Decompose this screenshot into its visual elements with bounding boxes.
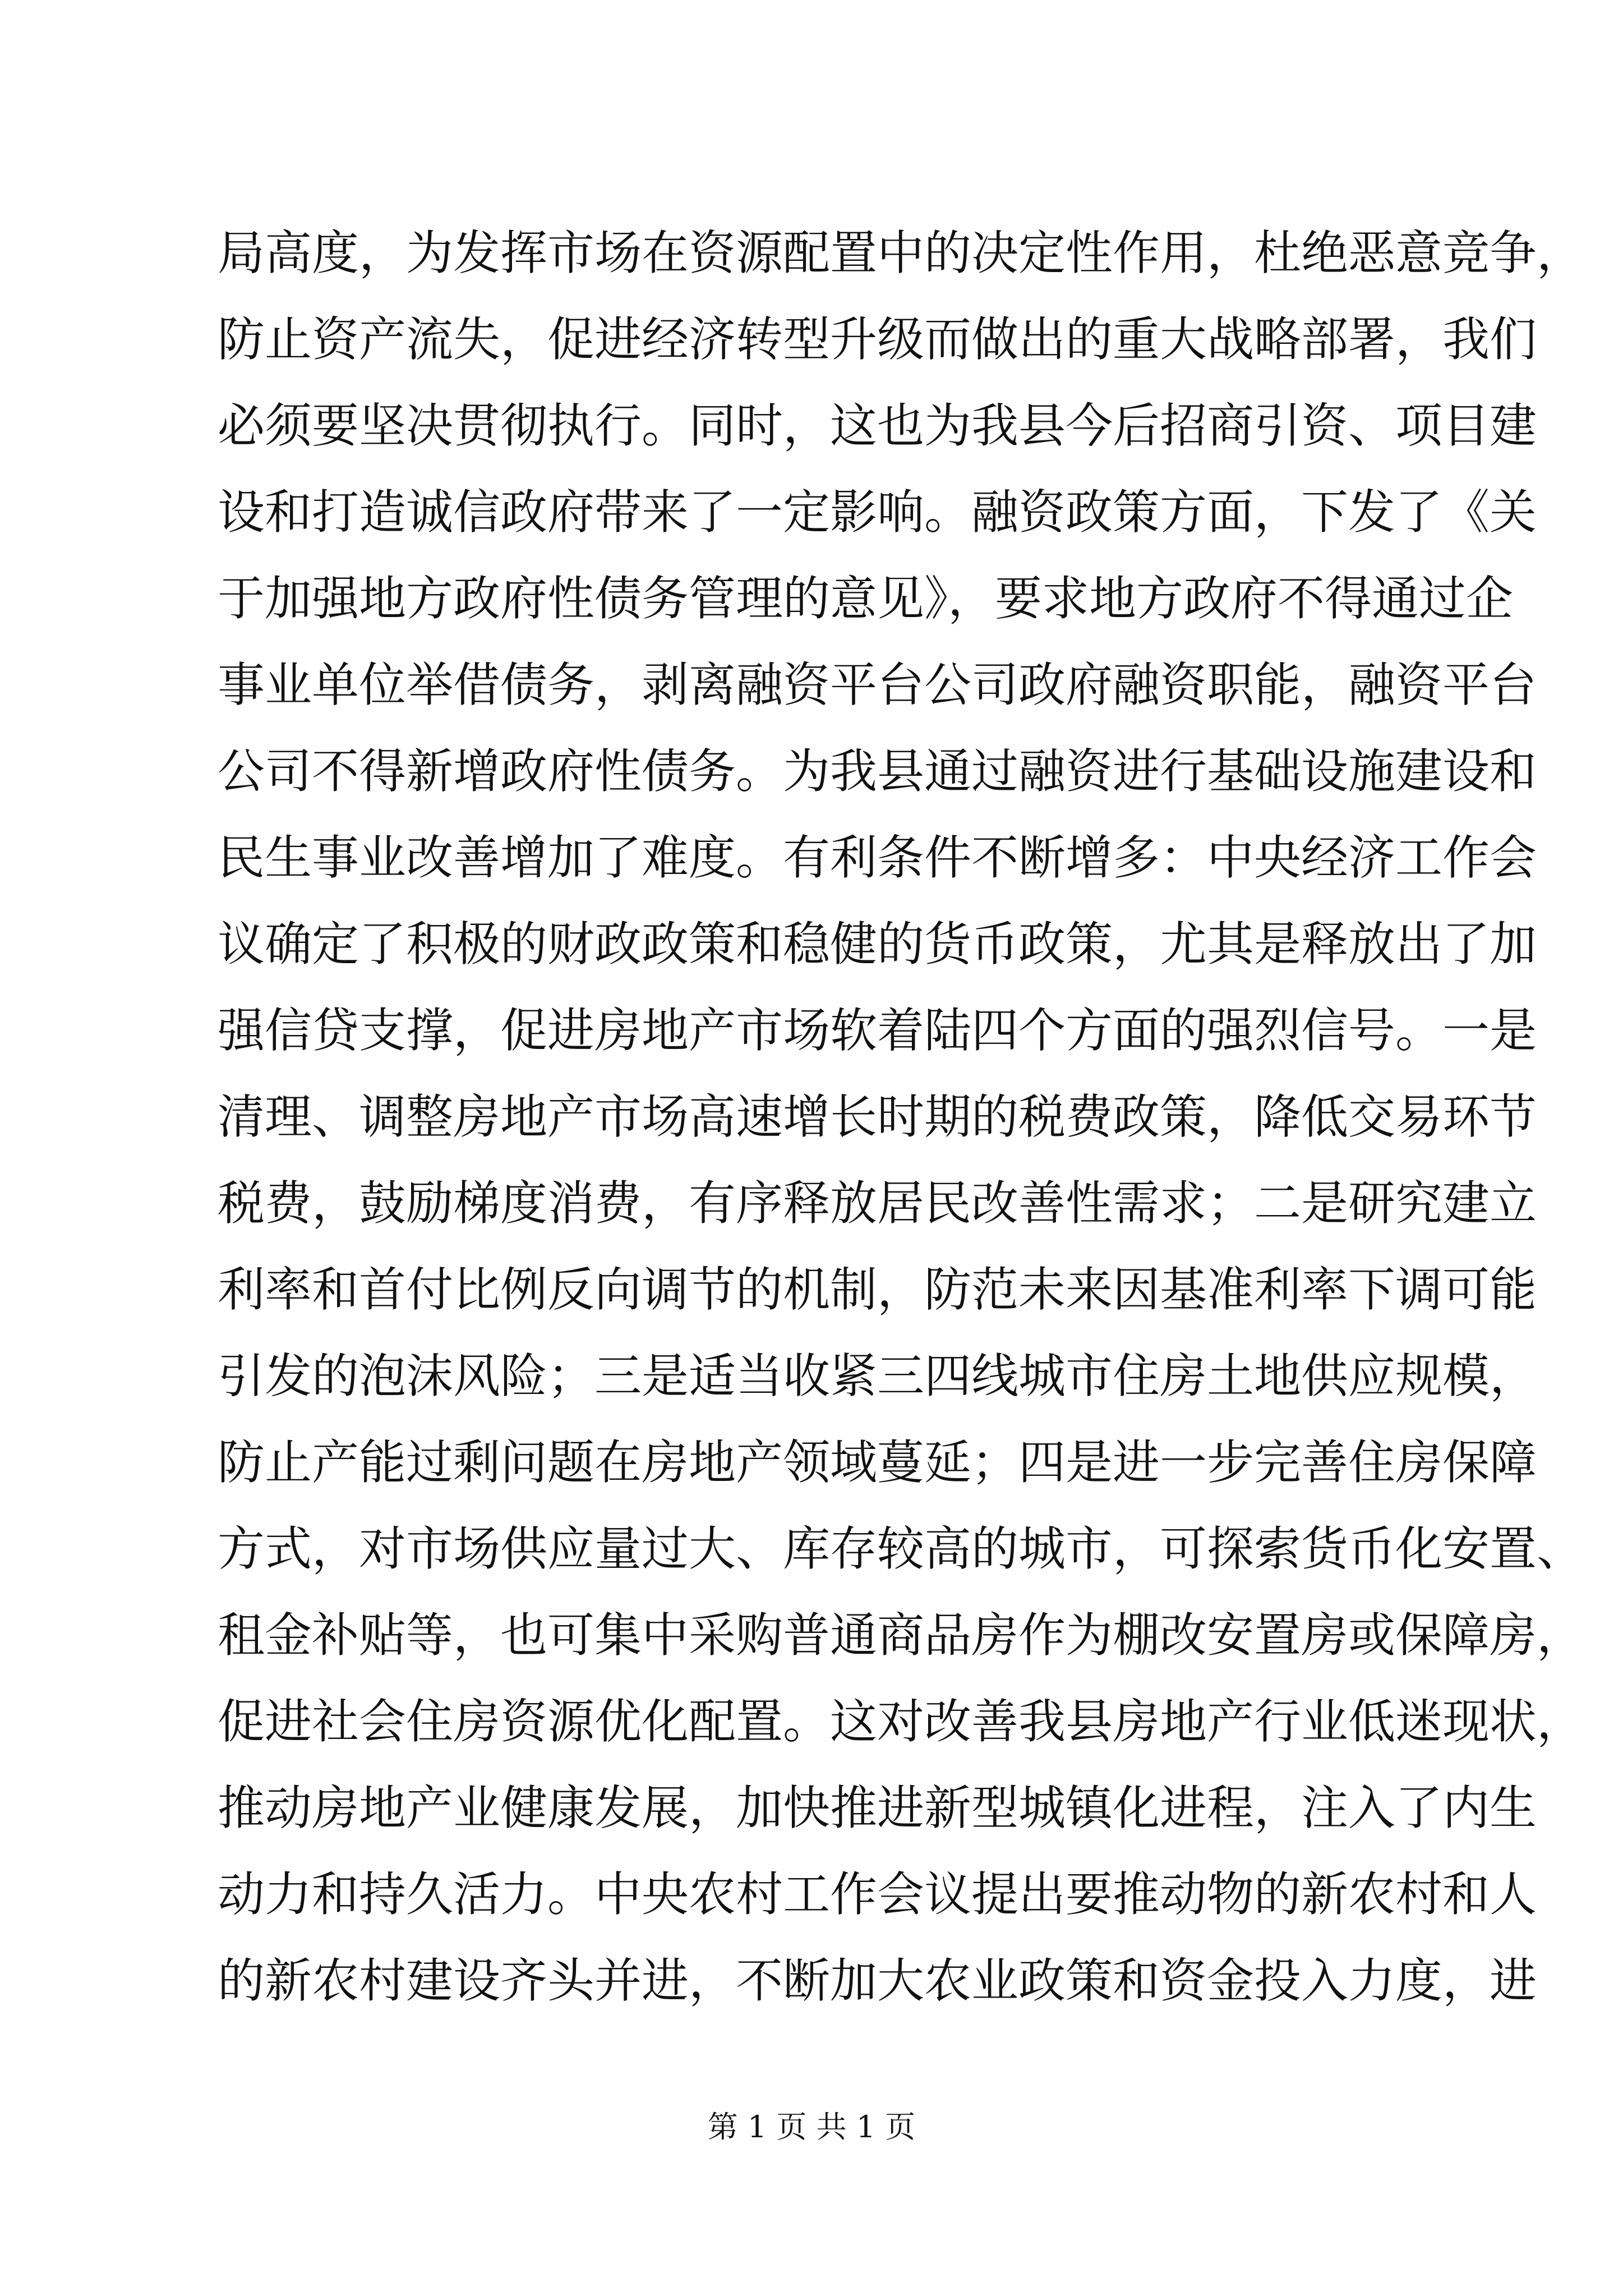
text-line: 强信贷支撑，促进房地产市场软着陆四个方面的强烈信号。一是 [218,1003,1537,1058]
text-line: 议确定了积极的财政政策和稳健的货币政策，尤其是释放出了加 [218,917,1537,972]
text-line: 动力和持久活力。中央农村工作会议提出要推动物的新农村和人 [218,1867,1537,1922]
text-line: 引发的泡沫风险；三是适当收紧三四线城市住房土地供应规模， [218,1349,1537,1404]
text-line: 的新农村建设齐头并进，不断加大农业政策和资金投入力度，进 [218,1953,1537,2008]
text-line: 民生事业改善增加了难度。有利条件不断增多：中央经济工作会 [218,830,1537,885]
text-line: 利率和首付比例反向调节的机制，防范未来因基准利率下调可能 [218,1262,1537,1317]
text-line: 局高度，为发挥市场在资源配置中的决定性作用，杜绝恶意竞争， [218,226,1584,280]
text-line: 租金补贴等，也可集中采购普通商品房作为棚改安置房或保障房， [218,1608,1584,1663]
text-line: 推动房地产业健康发展，加快推进新型城镇化进程，注入了内生 [218,1780,1537,1835]
text-line: 方式，对市场供应量过大、库存较高的城市，可探索货币化安置、 [218,1521,1584,1576]
text-line: 促进社会住房资源优化配置。这对改善我县房地产行业低迷现状， [218,1694,1584,1749]
body-text [218,210,1584,2024]
page-footer: 第 1 页 共 1 页 [707,2109,916,2145]
text-line: 事业单位举借债务，剥离融资平台公司政府融资职能，融资平台 [218,657,1537,712]
text-line: 必须要坚决贯彻执行。同时，这也为我县今后招商引资、项目建 [218,398,1537,453]
text-line: 税费，鼓励梯度消费，有序释放居民改善性需求；二是研究建立 [218,1176,1537,1231]
text-line: 防止产能过剩问题在房地产领域蔓延；四是进一步完善住房保障 [218,1435,1537,1490]
text-line: 清理、调整房地产市场高速增长时期的税费政策，降低交易环节 [218,1089,1537,1144]
text-line: 于加强地方政府性债务管理的意见》，要求地方政府不得通过企 [218,571,1514,626]
text-line: 公司不得新增政府性债务。为我县通过融资进行基础设施建设和 [218,744,1537,799]
text-line: 防止资产流失，促进经济转型升级而做出的重大战略部署，我们 [218,312,1537,367]
text-line: 设和打造诚信政府带来了一定影响。融资政策方面，下发了《关 [218,485,1537,540]
